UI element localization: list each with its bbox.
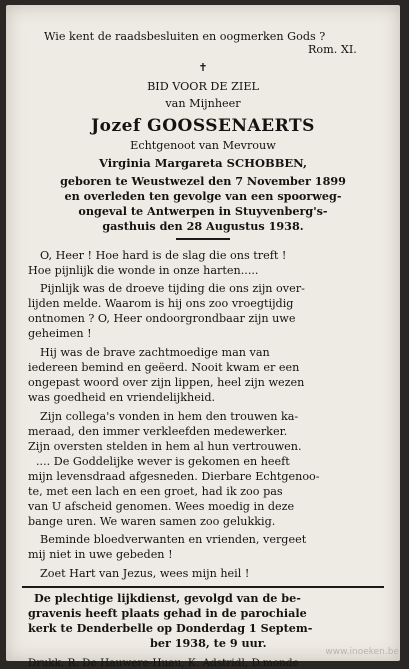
paragraph-line: Hij was de brave zachtmoedige man van [40, 345, 270, 360]
paragraph-line: Zoet Hart van Jezus, wees mijn heil ! [40, 566, 249, 581]
paragraph-line: iedereen bemind en geëerd. Nooit kwam er een [28, 360, 299, 375]
paragraph-line: Zijn oversten stelden in hem al hun vertrouwen. [28, 439, 302, 454]
funeral-line: kerk te Denderbelle op Donderdag 1 Septem- [28, 621, 312, 636]
paragraph-line: Zijn collega's vonden in hem den trouwen ka- [40, 409, 298, 424]
funeral-divider [22, 586, 384, 588]
watermark: www.inoeken.be [325, 647, 399, 657]
header-quote: Wie kent de raadsbesluiten en oogmerken Gods ? [44, 29, 325, 44]
paragraph-line: O, Heer ! Hoe hard is de slag die ons treft ! [40, 248, 286, 263]
paragraph-line: meraad, den immer verkleefden medewerker. [28, 424, 287, 439]
paragraph-line: mijn levensdraad afgesneden. Dierbare Echtgenoo- [28, 469, 320, 484]
paragraph-line: geheimen ! [28, 326, 92, 341]
paragraph-line: was goedheid en vriendelijkheid. [28, 390, 215, 405]
header-reference: Rom. XI. [308, 42, 357, 57]
birth-line: ongeval te Antwerpen in Stuyvenberg's- [6, 204, 400, 219]
paragraph-line: van U afscheid genomen. Wees moedig in deze [28, 499, 294, 514]
funeral-line: ber 1938, te 9 uur. [150, 636, 267, 651]
paragraph-line: ongepast woord over zijn lippen, heel zijn wezen [28, 375, 304, 390]
paragraph-line: Pijnlijk was de droeve tijding die ons zijn over- [40, 281, 305, 296]
memorial-card [6, 5, 400, 661]
funeral-line: gravenis heeft plaats gehad in de parochiale [28, 606, 307, 621]
deceased-name: Jozef GOOSSENAERTS [6, 116, 400, 136]
paragraph-line: Hoe pijnlijk die wonde in onze harten..... [28, 263, 259, 278]
paragraph-line: .... De Goddelijke wever is gekomen en heeft [36, 454, 290, 469]
birth-line: en overleden ten gevolge van een spoorweg- [6, 189, 400, 204]
paragraph-line: mij niet in uwe gebeden ! [28, 547, 173, 562]
funeral-line: De plechtige lijkdienst, gevolgd van de be- [34, 591, 301, 606]
van-mijnheer: van Mijnheer [6, 96, 400, 111]
spouse-name: Virginia Margareta SCHOBBEN, [6, 156, 400, 171]
paragraph-line: bange uren. We waren samen zoo gelukkig. [28, 514, 275, 529]
printer-line: Drukk. R. De Hauwere-Huau, K. Adstridl, D.monde [28, 657, 299, 669]
card-title: BID VOOR DE ZIEL [6, 79, 400, 94]
cross-icon: ✝ [6, 61, 400, 74]
spouse-intro: Echtgenoot van Mevrouw [6, 138, 400, 153]
paragraph-line: te, met een lach en een groet, had ik zoo pas [28, 484, 283, 499]
divider [176, 238, 230, 240]
birth-line: gasthuis den 28 Augustus 1938. [6, 219, 400, 234]
paragraph-line: Beminde bloedverwanten en vrienden, vergeet [40, 532, 306, 547]
paragraph-line: lijden melde. Waarom is hij ons zoo vroegtijdig [28, 296, 293, 311]
paragraph-line: ontnomen ? O, Heer ondoorgrondbaar zijn uwe [28, 311, 296, 326]
birth-line: geboren te Weustwezel den 7 November 1899 [6, 174, 400, 189]
